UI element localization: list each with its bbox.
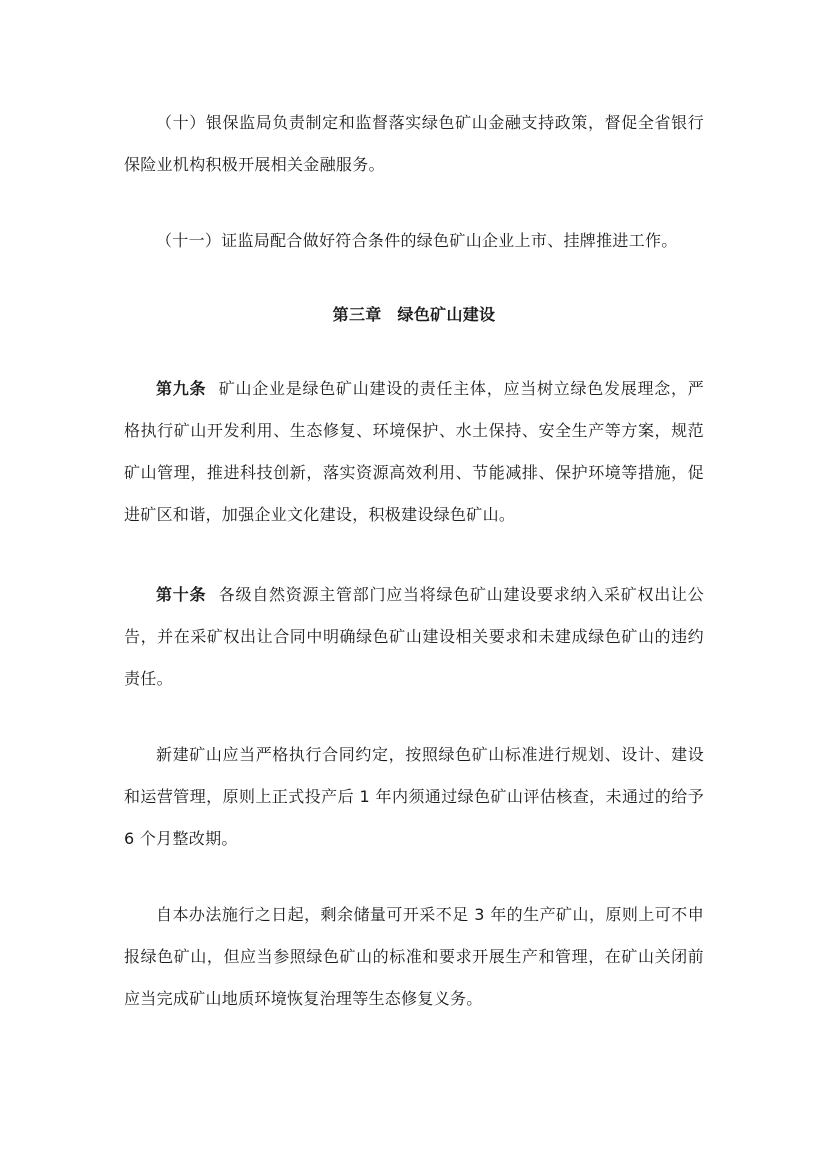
article-10-label: 第十条 [156, 585, 207, 604]
paragraph-remaining-reserves: 自本办法施行之日起，剩余储量可开采不足 3 年的生产矿山，原则上可不申报绿色矿山，但应当参照绿色矿山的标准和要求开展生产和管理，在矿山关闭前应当完成矿山地质环境恢复治理等生态修复义务。 [124, 905, 704, 1008]
paragraph-item-11: （十一）证监局配合做好符合条件的绿色矿山企业上市、挂牌推进工作。 [156, 231, 678, 250]
article-9 [124, 368, 704, 536]
article-9-label: 第九条 [156, 379, 207, 398]
chapter-heading [124, 294, 704, 336]
article-10 [124, 574, 704, 700]
article-10-text: 各级自然资源主管部门应当将绿色矿山建设要求纳入采矿权出让公告，并在采矿权出让合同中明确绿色矿山建设相关要求和未建成绿色矿山的违约责任。 [124, 585, 704, 688]
chapter-title: 绿色矿山建设 [397, 305, 496, 324]
article-9-text: 矿山企业是绿色矿山建设的责任主体，应当树立绿色发展理念，严格执行矿山开发利用、生态修复、环境保护、水土保持、安全生产等方案，规范矿山管理，推进科技创新，落实资源高效利用、节能减排、保护环境等措施，促进矿区和谐，加强企业文化建设，积极建设绿色矿山。 [124, 379, 704, 524]
paragraph-new-mines: 新建矿山应当严格执行合同约定，按照绿色矿山标准进行规划、设计、建设和运营管理，原则上正式投产后 1 年内须通过绿色矿山评估核查，未通过的给予 6 个月整改期。 [124, 745, 704, 848]
paragraph-item-10: （十）银保监局负责制定和监督落实绿色矿山金融支持政策，督促全省银行保险业机构积极开展相关金融服务。 [124, 113, 704, 174]
chapter-number: 第三章 [332, 305, 382, 324]
